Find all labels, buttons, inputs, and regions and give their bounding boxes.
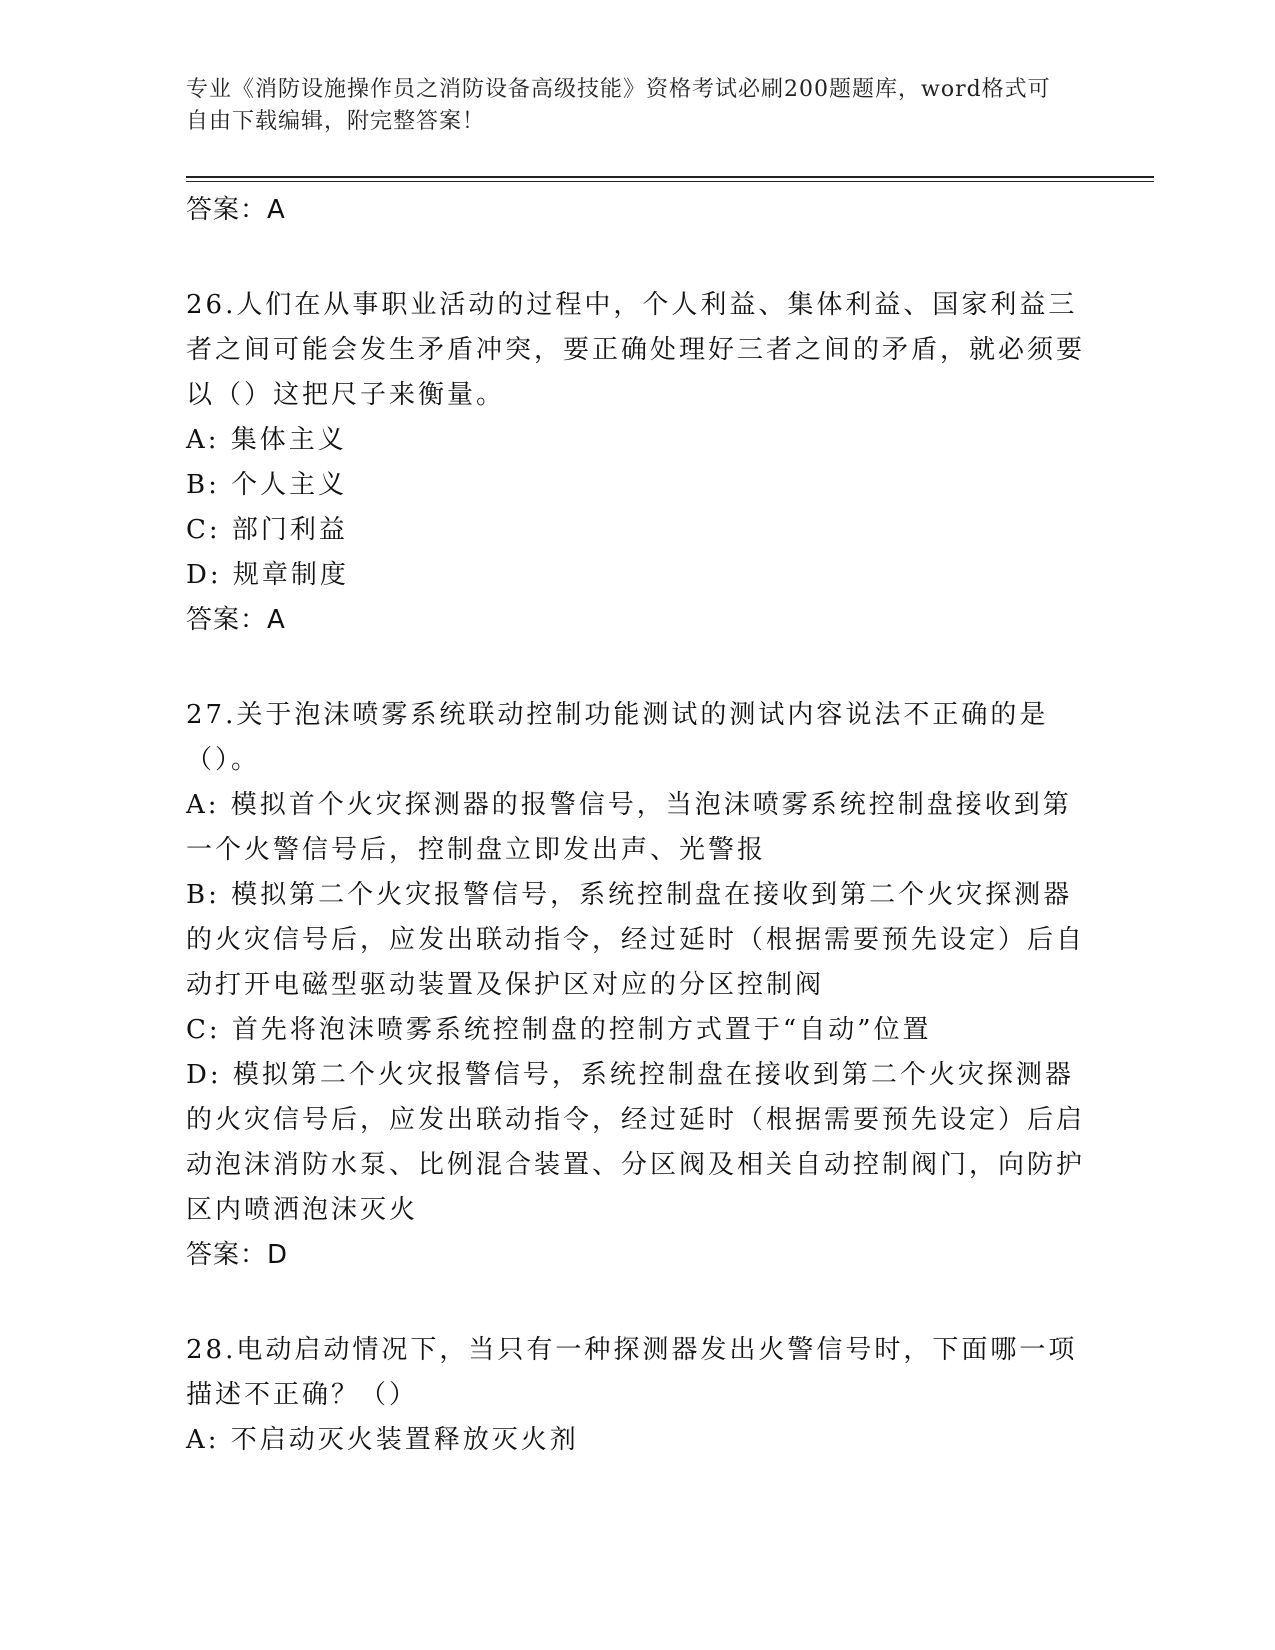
- question-27: [186, 693, 1086, 1278]
- option-a: A: 不启动灭火装置释放灭火剂: [186, 1425, 579, 1455]
- answer-line: 答案：D: [186, 1240, 289, 1270]
- option-b: B: 个人主义: [186, 470, 348, 500]
- option-d: D: 模拟第二个火灾报警信号，系统控制盘在接收到第二个火灾探测器的火灾信号后，应发出联动指令，经过延时（根据需要预先设定）后启动泡沫消防水泵、比例混合装置、分区阀及相关自动控制阀门，向防护区内喷洒泡沫灭火: [186, 1060, 1086, 1225]
- page-header: 专业《消防设施操作员之消防设备高级技能》资格考试必刷200题题库，word格式可自由下载编辑，附完整答案！: [186, 77, 1051, 134]
- question-content: [186, 188, 1086, 1463]
- answer-line: 答案：A: [186, 195, 286, 225]
- document-page: [186, 0, 1086, 1650]
- option-c: C: 部门利益: [186, 515, 348, 545]
- option-c: C: 首先将泡沫喷雾系统控制盘的控制方式置于“自动”位置: [186, 1015, 932, 1045]
- question-28: [186, 1328, 1086, 1463]
- question-stem: 28.电动启动情况下，当只有一种探测器发出火警信号时，下面哪一项描述不正确？（）: [186, 1335, 1078, 1410]
- header-divider: [186, 176, 1154, 178]
- option-d: D: 规章制度: [186, 560, 349, 590]
- option-a: A: 模拟首个火灾探测器的报警信号，当泡沫喷雾系统控制盘接收到第一个火警信号后，控制盘立即发出声、光警报: [186, 790, 1072, 865]
- option-b: B: 模拟第二个火灾报警信号，系统控制盘在接收到第二个火灾探测器的火灾信号后，应发出联动指令，经过延时（根据需要预先设定）后自动打开电磁型驱动装置及保护区对应的分区控制阀: [186, 880, 1086, 1000]
- header-divider-thin: [186, 181, 1154, 182]
- question-stem: 27.关于泡沫喷雾系统联动控制功能测试的测试内容说法不正确的是（）。: [186, 700, 1049, 775]
- question-26: [186, 283, 1086, 643]
- question-stem: 26.人们在从事职业活动的过程中，个人利益、集体利益、国家利益三者之间可能会发生矛盾冲突，要正确处理好三者之间的矛盾，就必须要以（）这把尺子来衡量。: [186, 290, 1086, 410]
- option-a: A: 集体主义: [186, 425, 347, 455]
- answer-line: 答案：A: [186, 605, 286, 635]
